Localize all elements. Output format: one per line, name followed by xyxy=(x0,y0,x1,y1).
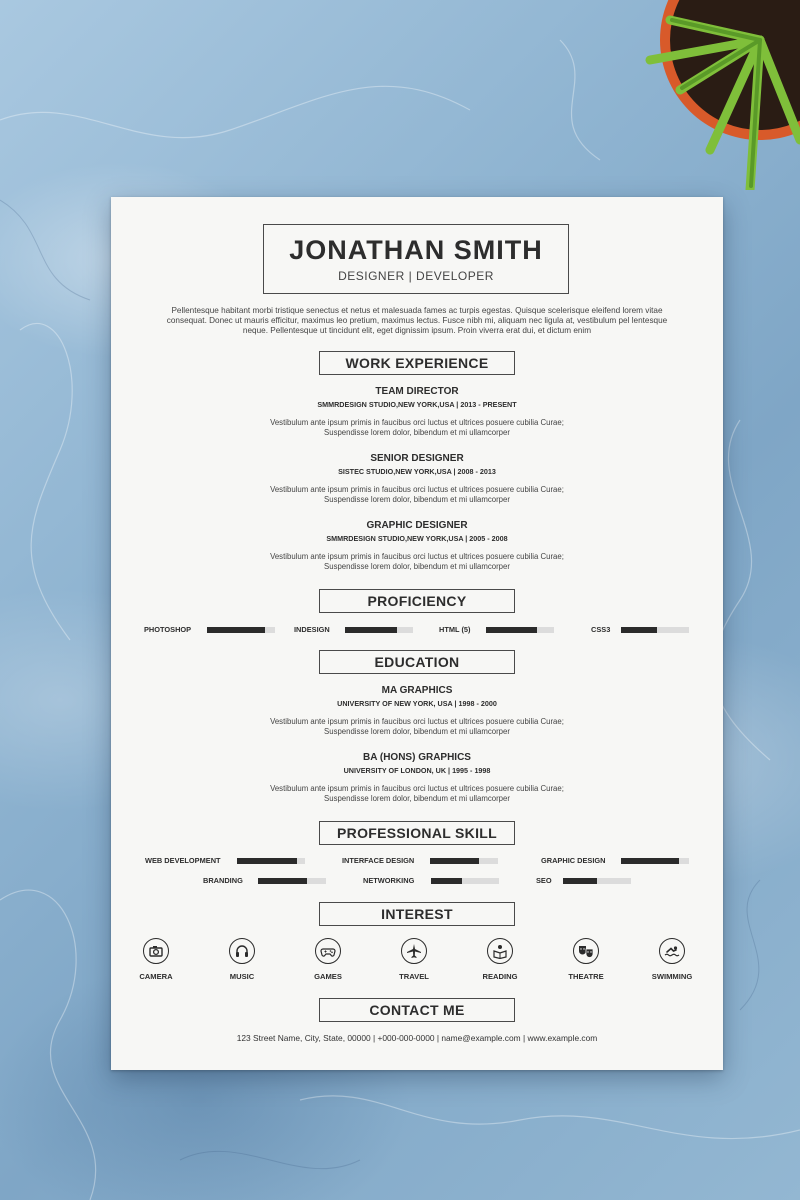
work-entry xyxy=(111,453,723,505)
entry-description-line: Vestibulum ante ipsum primis in faucibus orci luctus et ultrices posuere cubilia Curae; xyxy=(270,418,564,427)
skill-label: SEO xyxy=(536,876,552,885)
professional-skill-item xyxy=(363,876,503,886)
swimmer-icon xyxy=(659,938,685,964)
entry-subtitle: SMMRDESIGN STUDIO,NEW YORK,USA | 2005 - 2008 xyxy=(326,534,508,543)
section-heading-education: EDUCATION xyxy=(319,650,515,674)
interest-item xyxy=(121,938,191,981)
entry-description-line: Suspendisse lorem dolor, bibendum et mi ullamcorper xyxy=(324,794,510,803)
skill-bar xyxy=(237,858,305,864)
skill-label: PHOTOSHOP xyxy=(144,625,192,634)
interest-label: MUSIC xyxy=(229,972,255,981)
entry-description-line: Suspendisse lorem dolor, bibendum et mi ullamcorper xyxy=(324,727,510,736)
airplane-icon xyxy=(401,938,427,964)
section-heading-proficiency: PROFICIENCY xyxy=(319,589,515,613)
professional-skill-item xyxy=(536,876,636,886)
proficiency-item xyxy=(591,625,691,635)
section-heading-professional-skill: PROFESSIONAL SKILL xyxy=(319,821,515,845)
interest-label: GAMES xyxy=(314,972,342,981)
skill-label: BRANDING xyxy=(203,876,243,885)
interest-label: SWIMMING xyxy=(651,972,693,981)
skill-bar-fill xyxy=(207,627,265,633)
proficiency-item xyxy=(144,625,279,635)
skill-label: INTERFACE DESIGN xyxy=(342,856,415,865)
interest-label: CAMERA xyxy=(139,972,173,981)
entry-title: GRAPHIC DESIGNER xyxy=(366,520,468,531)
skill-label: GRAPHIC DESIGN xyxy=(541,856,606,865)
entry-description-line: Vestibulum ante ipsum primis in faucibus orci luctus et ultrices posuere cubilia Curae; xyxy=(270,485,564,494)
entry-description-line: Suspendisse lorem dolor, bibendum et mi ullamcorper xyxy=(324,562,510,571)
skill-bar xyxy=(621,627,689,633)
entry-title: BA (HONS) GRAPHICS xyxy=(363,752,471,763)
gamepad-icon xyxy=(315,938,341,964)
skill-label: HTML (5) xyxy=(439,625,471,634)
entry-description-line: Suspendisse lorem dolor, bibendum et mi ullamcorper xyxy=(324,428,510,437)
education-entry xyxy=(111,752,723,804)
skill-bar-fill xyxy=(237,858,297,864)
skill-label: CSS3 xyxy=(591,625,611,634)
education-entry xyxy=(111,685,723,737)
intro-paragraph: Pellentesque habitant morbi tristique senectus et netus et malesuada fames ac turpis egestas. Quisque scelerisque eleifend lorem vitae consequat. Donec ut mauris efficitur, maximus leo pretium, maximus lectus. Fusce nibh mi, aliquam nec ligula at, vestibulum pel lentesque neque. Pellentesque ut tincidunt elit, eget dignissim ipsum. Proin viverra erat dui, et dictum enim xyxy=(166,306,668,335)
skill-bar xyxy=(486,627,554,633)
role-subtitle: DESIGNER | DEVELOPER xyxy=(338,269,494,283)
interest-item xyxy=(637,938,707,981)
interest-label: TRAVEL xyxy=(399,972,429,981)
contact-line: 123 Street Name, City, State, 00000 | +000-000-0000 | name@example.com | www.example.com xyxy=(236,1033,598,1043)
name-header xyxy=(263,224,569,294)
interest-item xyxy=(379,938,449,981)
professional-skill-item xyxy=(541,856,701,866)
professional-skill-item xyxy=(145,856,315,866)
section-heading-work: WORK EXPERIENCE xyxy=(319,351,515,375)
skill-bar xyxy=(345,627,413,633)
camera-icon xyxy=(143,938,169,964)
skill-bar-fill xyxy=(430,858,479,864)
entry-title: TEAM DIRECTOR xyxy=(375,386,459,397)
interest-item xyxy=(551,938,621,981)
proficiency-item xyxy=(439,625,574,635)
entry-description-line: Vestibulum ante ipsum primis in faucibus orci luctus et ultrices posuere cubilia Curae; xyxy=(270,717,564,726)
entry-description-line: Vestibulum ante ipsum primis in faucibus orci luctus et ultrices posuere cubilia Curae; xyxy=(270,552,564,561)
skill-bar-fill xyxy=(621,858,679,864)
entry-description-line: Suspendisse lorem dolor, bibendum et mi ullamcorper xyxy=(324,495,510,504)
entry-description xyxy=(111,485,723,505)
skill-bar xyxy=(563,878,631,884)
skill-label: INDESIGN xyxy=(294,625,330,634)
skill-bar-fill xyxy=(431,878,462,884)
skill-bar-fill xyxy=(258,878,307,884)
entry-description xyxy=(111,784,723,804)
entry-subtitle: SMMRDESIGN STUDIO,NEW YORK,USA | 2013 - PRESENT xyxy=(317,400,517,409)
entry-description-line: Vestibulum ante ipsum primis in faucibus orci luctus et ultrices posuere cubilia Curae; xyxy=(270,784,564,793)
potted-plant-image xyxy=(610,0,800,190)
section-heading-contact: CONTACT ME xyxy=(319,998,515,1022)
interest-label: THEATRE xyxy=(568,972,604,981)
skill-bar xyxy=(431,878,499,884)
proficiency-item xyxy=(294,625,429,635)
skill-bar xyxy=(207,627,275,633)
interest-item xyxy=(293,938,363,981)
skill-label: WEB DEVELOPMENT xyxy=(145,856,221,865)
entry-description xyxy=(111,717,723,737)
name-title: JONATHAN SMITH xyxy=(289,235,543,265)
skill-bar xyxy=(430,858,498,864)
entry-description xyxy=(111,552,723,572)
entry-title: SENIOR DESIGNER xyxy=(370,453,464,464)
skill-bar-fill xyxy=(563,878,597,884)
interest-label: READING xyxy=(482,972,518,981)
professional-skill-item xyxy=(203,876,333,886)
professional-skill-item xyxy=(342,856,512,866)
book-icon xyxy=(487,938,513,964)
section-heading-interest: INTEREST xyxy=(319,902,515,926)
resume-page xyxy=(111,197,723,1070)
interest-item xyxy=(465,938,535,981)
skill-bar xyxy=(621,858,689,864)
skill-bar xyxy=(258,878,326,884)
work-entry xyxy=(111,386,723,438)
entry-subtitle: UNIVERSITY OF LONDON, UK | 1995 - 1998 xyxy=(343,766,491,775)
headphones-icon xyxy=(229,938,255,964)
entry-subtitle: SISTEC STUDIO,NEW YORK,USA | 2008 - 2013 xyxy=(338,467,496,476)
skill-bar-fill xyxy=(345,627,397,633)
theatre-masks-icon xyxy=(573,938,599,964)
skill-bar-fill xyxy=(621,627,657,633)
entry-title: MA GRAPHICS xyxy=(381,685,453,696)
skill-bar-fill xyxy=(486,627,537,633)
work-entry xyxy=(111,520,723,572)
interest-item xyxy=(207,938,277,981)
entry-description xyxy=(111,418,723,438)
entry-subtitle: UNIVERSITY OF NEW YORK, USA | 1998 - 2000 xyxy=(337,699,497,708)
skill-label: NETWORKING xyxy=(363,876,415,885)
